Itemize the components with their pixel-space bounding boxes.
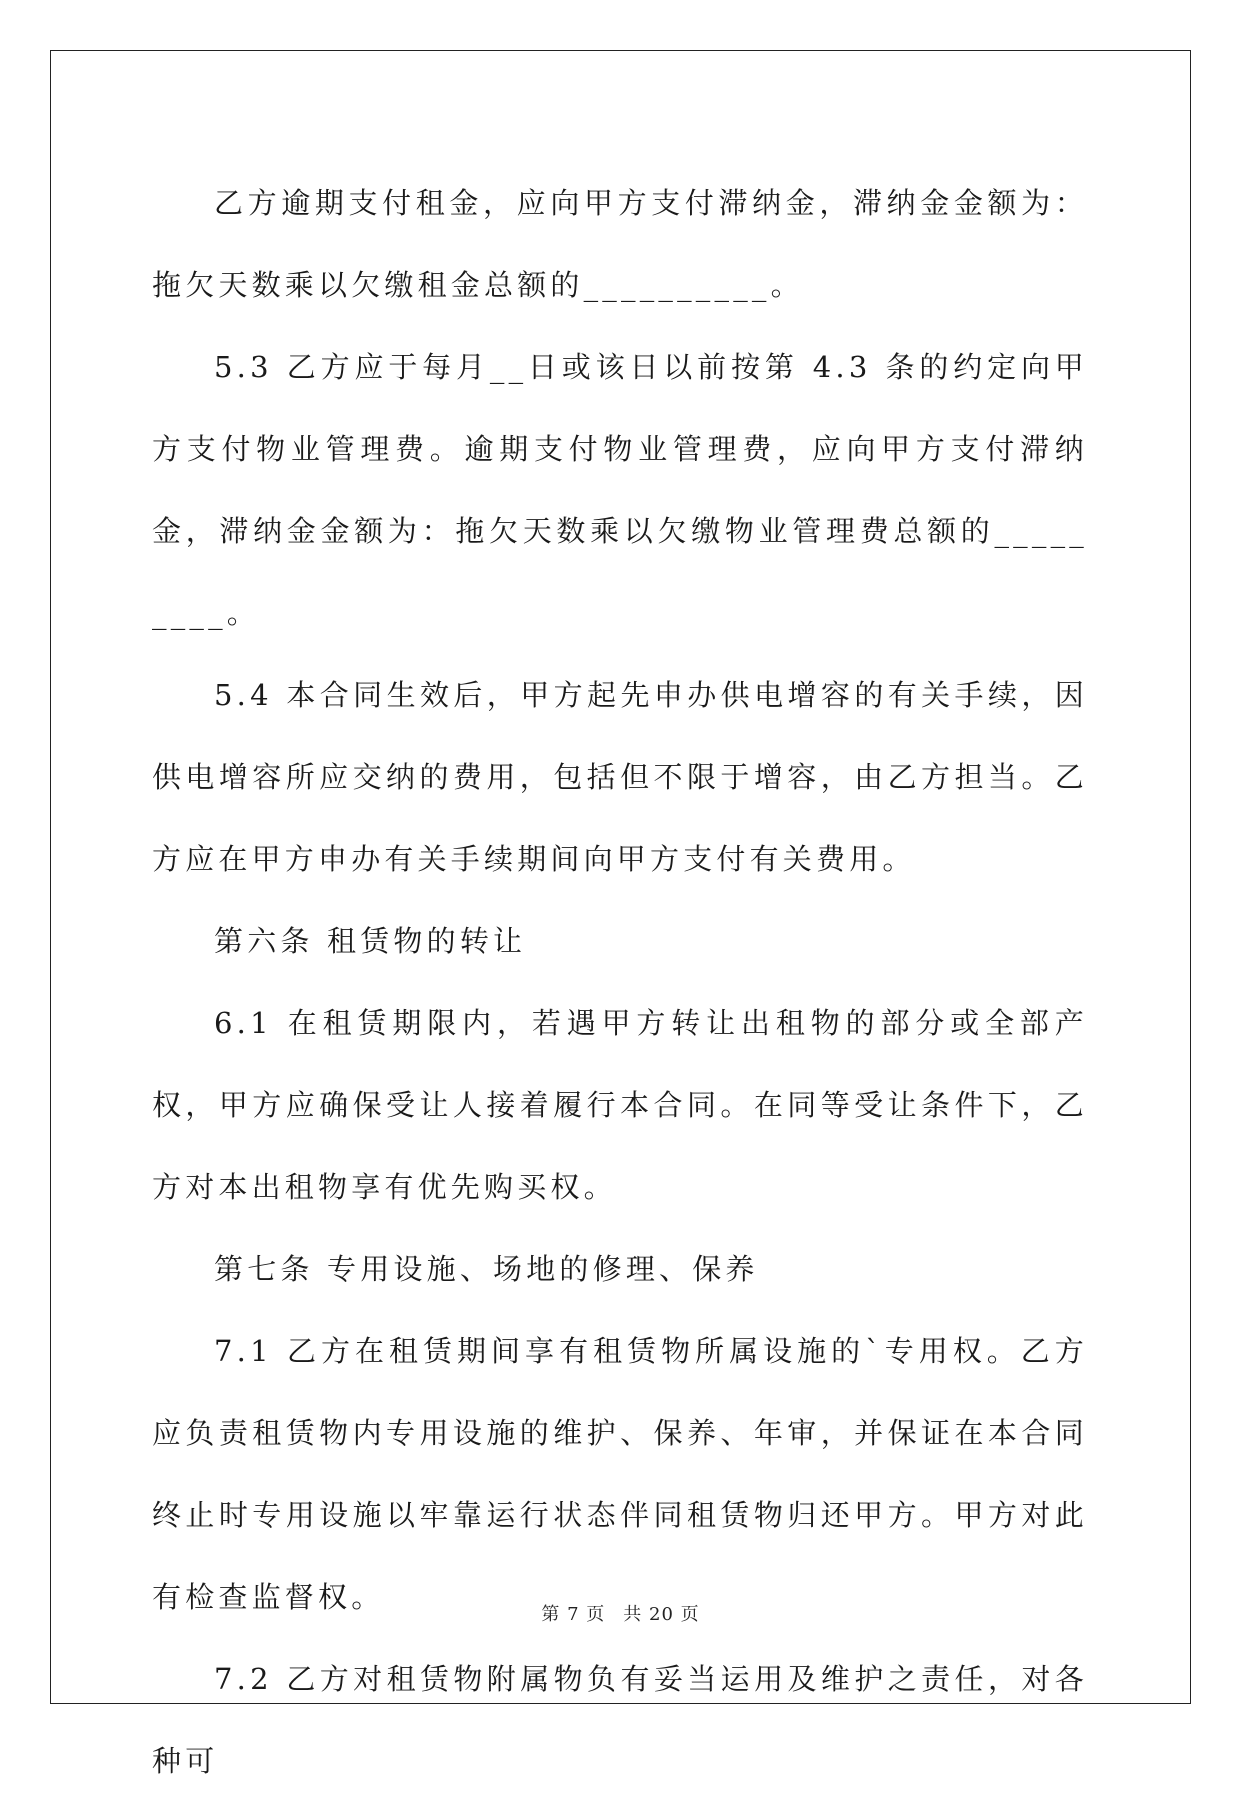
document-body [152,162,1088,1802]
heading-article-7: 第七条 专用设施、场地的修理、保养 [214,1252,759,1286]
page-footer [0,1600,1241,1626]
heading-article-6: 第六条 租赁物的转让 [214,924,527,958]
page-total: 共 20 页 [623,1604,700,1625]
paragraph-6-1: 6.1 在租赁期限内，若遇甲方转让出租物的部分或全部产权，甲方应确保受让人接着履行本合同。在同等受让条件下，乙方对本出租物享有优先购买权。 [152,1006,1088,1204]
paragraph-7-1: 7.1 乙方在租赁期间享有租赁物所属设施的`专用权。乙方应负责租赁物内专用设施的维护、保养、年审，并保证在本合同终止时专用设施以牢靠运行状态伴同租赁物归还甲方。甲方对此有检查监督权。 [152,1334,1088,1614]
paragraph-late-rent-penalty: 乙方逾期支付租金，应向甲方支付滞纳金，滞纳金金额为：拖欠天数乘以欠缴租金总额的__________。 [152,186,1088,302]
page-number: 第 7 页 [541,1604,606,1625]
paragraph-7-2: 7.2 乙方对租赁物附属物负有妥当运用及维护之责任，对各种可 [152,1662,1088,1778]
paragraph-5-4: 5.4 本合同生效后，甲方起先申办供电增容的有关手续，因供电增容所应交纳的费用，包括但不限于增容，由乙方担当。乙方应在甲方申办有关手续期间向甲方支付有关费用。 [152,678,1088,876]
paragraph-5-3: 5.3 乙方应于每月__日或该日以前按第 4.3 条的约定向甲方支付物业管理费。逾期支付物业管理费，应向甲方支付滞纳金，滞纳金金额为：拖欠天数乘以欠缴物业管理费总额的_________。 [152,350,1088,630]
